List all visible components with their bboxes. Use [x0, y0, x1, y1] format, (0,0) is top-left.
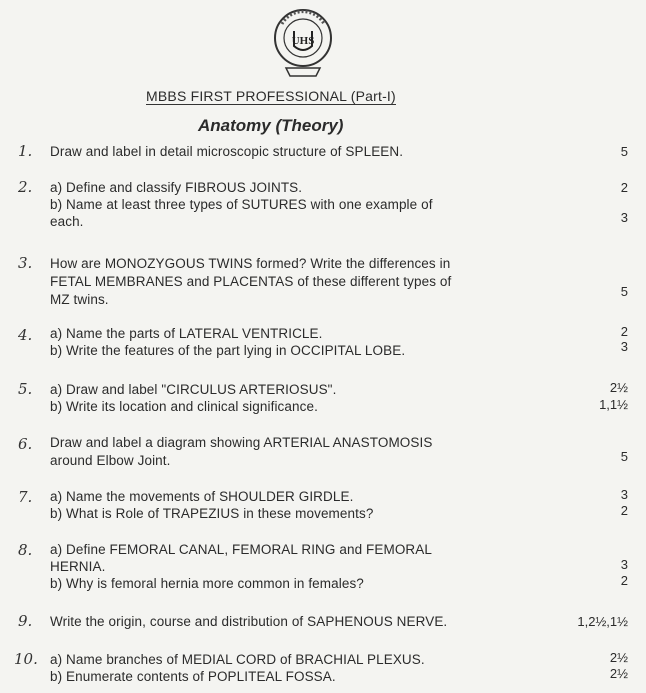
question-number: 1.	[18, 142, 33, 160]
question-marks: 3	[620, 557, 628, 572]
question-number: 4.	[18, 326, 33, 344]
question-number: 6.	[18, 435, 33, 453]
question-marks: 5	[620, 144, 628, 159]
question-line: b) Enumerate contents of POPLITEAL FOSSA.	[50, 669, 336, 684]
question-line: b) Write the features of the part lying in OCCIPITAL LOBE.	[50, 343, 406, 358]
question-marks: 1,1½	[599, 397, 628, 412]
question-marks: 2	[620, 573, 628, 588]
question-line: a) Name the movements of SHOULDER GIRDLE.	[50, 489, 354, 504]
question-line: a) Define FEMORAL CANAL, FEMORAL RING and FEMORAL	[50, 542, 432, 557]
question-number: 8.	[18, 541, 33, 559]
question-number: 10.	[14, 650, 38, 668]
question-line: How are MONOZYGOUS TWINS formed? Write the differences in	[50, 256, 451, 271]
seal-text: UHS	[291, 35, 315, 47]
question-line: each.	[50, 214, 84, 229]
question-number: 7.	[18, 488, 33, 506]
question-line: Write the origin, course and distribution of SAPHENOUS NERVE.	[50, 614, 448, 629]
question-line: a) Name the parts of LATERAL VENTRICLE.	[50, 326, 323, 341]
question-number: 2.	[18, 178, 33, 196]
question-marks: 2	[620, 324, 628, 339]
question-marks: 2½	[609, 380, 628, 395]
question-marks: 2½	[609, 650, 628, 665]
question-number: 9.	[18, 612, 33, 630]
exam-header: MBBS FIRST PROFESSIONAL (Part-I)	[146, 88, 396, 104]
question-line: Draw and label in detail microscopic structure of SPLEEN.	[50, 144, 404, 159]
question-number: 3.	[18, 254, 33, 272]
question-line: a) Define and classify FIBROUS JOINTS.	[50, 180, 303, 195]
question-marks: 3	[620, 487, 628, 502]
question-line: b) Write its location and clinical significance.	[50, 399, 318, 414]
question-line: b) Why is femoral hernia more common in females?	[50, 576, 364, 591]
question-marks: 5	[620, 284, 628, 299]
question-line: HERNIA.	[50, 559, 106, 574]
question-line: around Elbow Joint.	[50, 453, 171, 468]
question-line: MZ twins.	[50, 292, 109, 307]
question-line: a) Name branches of MEDIAL CORD of BRACHIAL PLEXUS.	[50, 652, 425, 667]
question-line: FETAL MEMBRANES and PLACENTAS of these different types of	[50, 274, 452, 289]
question-marks: 3	[620, 210, 628, 225]
exam-subtitle: Anatomy (Theory)	[198, 116, 344, 135]
question-marks: 2	[620, 180, 628, 195]
question-line: Draw and label a diagram showing ARTERIAL ANASTOMOSIS	[50, 435, 433, 450]
question-marks: 2	[620, 503, 628, 518]
question-marks: 2½	[609, 666, 628, 681]
question-line: b) What is Role of TRAPEZIUS in these movements?	[50, 506, 374, 521]
question-number: 5.	[18, 380, 33, 398]
question-marks: 1,2½,1½	[577, 614, 628, 629]
university-seal-icon	[272, 4, 334, 80]
question-marks: 3	[620, 339, 628, 354]
question-marks: 5	[620, 449, 628, 464]
question-line: a) Draw and label "CIRCULUS ARTERIOSUS".	[50, 382, 337, 397]
question-line: b) Name at least three types of SUTURES with one example of	[50, 197, 433, 212]
